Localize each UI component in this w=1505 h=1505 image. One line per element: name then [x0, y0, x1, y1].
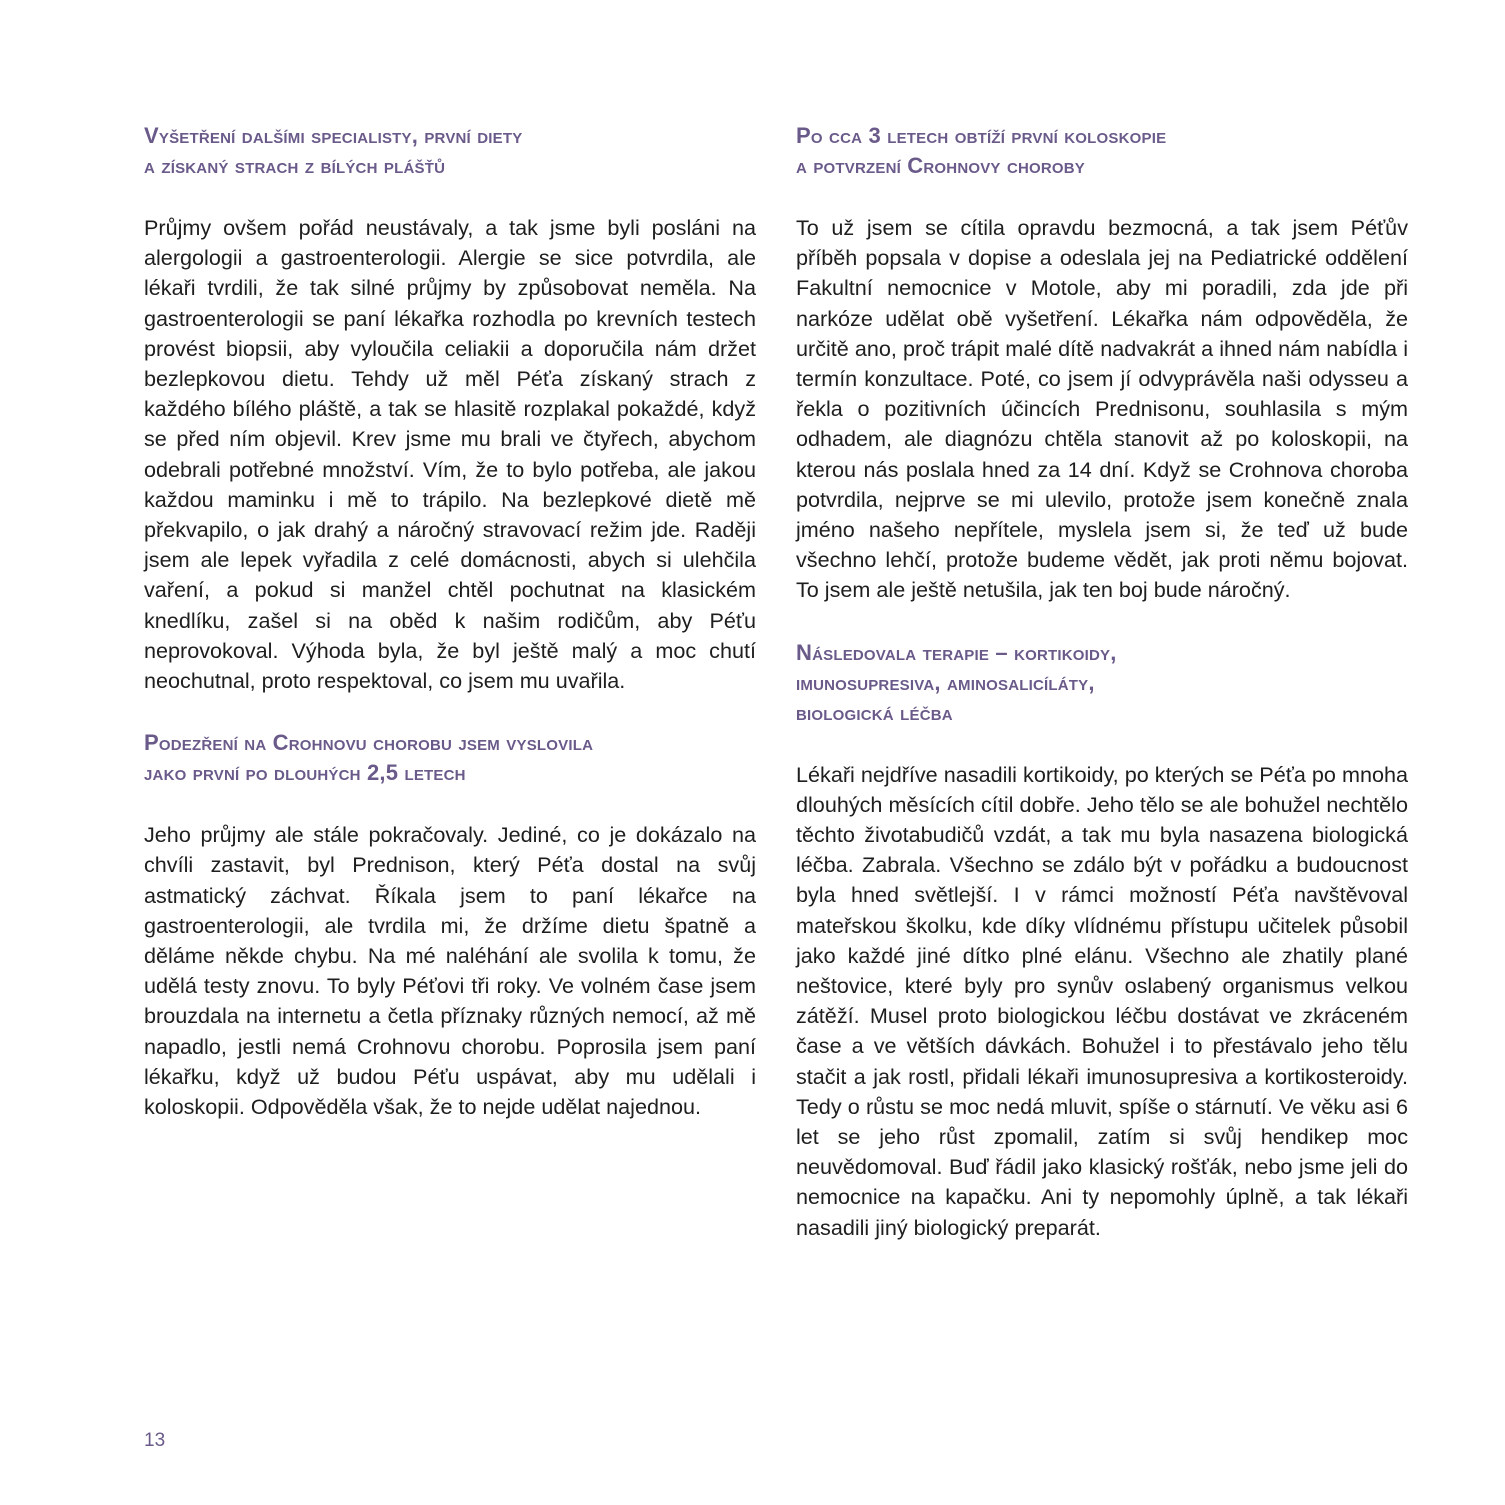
- heading-line: Následovala terapie – kortikoidy,: [796, 639, 1117, 665]
- paragraph-therapy: Lékaři nejdříve nasadili kortikoidy, po kterých se Péťa po mnoha dlouhých měsících cítil dobře. Jeho tělo se ale bohužel nechtělo těchto životabudičů vzdát, a tak mu byla nasazena biologická léčba. Zabrala. Všechno se zdálo být v pořádku a budoucnost byla hned světlejší. I v rámci možností Péťa navštěvoval mateřskou školku, kde díky vlídnému přístupu učitelek působil jako každé jiné dítko plné elánu. Všechno ale zhatily plané neštovice, které byly pro synův oslabený organismus velkou zátěží. Musel proto biologickou léčbu dostávat ve zkráceném čase a ve větších dávkách. Bohužel i to přestávalo jeho tělu stačit a jak rostl, přidali lékaři imunosupresiva a kortikosteroidy. Tedy o růstu se moc nedá mluvit, spíše o stárnutí. Ve věku asi 6 let se jeho růst zpomalil, zatím si svůj hendikep moc neuvědomoval. Buď řádil jako klasický rošťák, nebo jsme jeli do nemocnice na kapačku. Ani ty nepomohly úplně, a tak lékaři nasadili jiný biologický preparát.: [796, 761, 1408, 1240]
- right-column: [796, 121, 1408, 1243]
- heading-line: biologická léčba: [796, 699, 953, 725]
- section-heading-crohn-suspicion: [144, 728, 756, 788]
- heading-line: Po cca 3 letech obtíží první koloskopie: [796, 123, 1167, 148]
- heading-line: imunosupresiva, aminosalicíláty,: [796, 669, 1095, 695]
- left-column: [144, 121, 756, 1122]
- section-heading-therapy: [796, 638, 1408, 728]
- heading-line: Podezření na Crohnovu chorobu jsem vyslovila: [144, 730, 594, 756]
- heading-line: a získaný strach z bílých plášťů: [144, 153, 446, 178]
- section-heading-specialists: [144, 121, 756, 181]
- spacer: [144, 696, 756, 728]
- heading-line: a potvrzení Crohnovy choroby: [796, 153, 1086, 178]
- paragraph-specialists: Průjmy ovšem pořád neustávaly, a tak jsme byli posláni na alergologii a gastroenterologii. Alergie se sice potvrdila, ale lékaři tvrdili, že tak silné průjmy by způsobovat neměla. Na gastroenterologii se paní lékařka rozhodla po krevních testech provést biopsii, aby vyloučila celiakii a doporučila nám držet bezlepkovou dietu. Tehdy už měl Péťa získaný strach z každého bílého pláště, a tak se hlasitě rozplakal pokaždé, když se před ním objevil. Krev jsme mu brali ve čtyřech, abychom odebrali potřebné množství. Vím, že to bylo potřeba, ale jakou každou maminku i mě to trápilo. Na bezlepkové dietě mě překvapilo, o jak drahý a náročný stravovací režim jde. Raději jsem ale lepek vyřadila z celé domácnosti, abych si ulehčila vaření, a pokud si manžel chtěl pochutnat na klasickém knedlíku, zašel si na oběd k našim rodičům, aby Péťu neprovokoval. Výhoda byla, že byl ještě malý a moc chutí neochutnal, proto respektoval, co jsem mu uvařila.: [144, 215, 756, 694]
- paragraph-colonoscopy: To už jsem se cítila opravdu bezmocná, a tak jsem Péťův příběh popsala v dopise a odeslala jej na Pediatrické oddělení Fakultní nemocnice v Motole, aby mi poradili, zda jde při narkóze udělat obě vyšetření. Lékařka nám odpověděla, že určitě ano, proč trápit malé dítě nadvakrát a ihned nám nabídla i termín konzultace. Poté, co jsem jí odvyprávěla naši odysseu a řekla o pozitivních účincích Prednisonu, souhlasila s mým odhadem, ale diagnózu chtěla stanovit až po koloskopii, na kterou nás poslala hned za 14 dní. Když se Crohnova choroba potvrdila, nejprve se mi ulevilo, protože jsem konečně znala jméno našeho nepřítele, myslela jsem si, že teď už bude všechno lehčí, protože budeme vědět, jak proti němu bojovat. To jsem ale ještě netušila, jak ten boj bude náročný.: [796, 215, 1408, 603]
- section-heading-colonoscopy: [796, 121, 1408, 181]
- paragraph-crohn-suspicion: Jeho průjmy ale stále pokračovaly. Jediné, co je dokázalo na chvíli zastavit, byl Prednison, který Péťa dostal na svůj astmatický záchvat. Říkala jsem to paní lékařce na gastroenterologii, ale tvrdila mi, že držíme dietu špatně a děláme někde chybu. Na mé naléhání ale svolila k tomu, že udělá testy znovu. To byly Péťovi tři roky. Ve volném čase jsem brouzdala na internetu a četla příznaky různých nemocí, až mě napadlo, jestli nemá Crohnovu chorobu. Poprosila jsem paní lékařku, když už budou Péťu uspávat, aby mu udělali i koloskopii. Odpověděla však, že to nejde udělat najednou.: [144, 822, 756, 1120]
- spacer: [796, 606, 1408, 638]
- spacer: [144, 181, 756, 213]
- page-number: 13: [144, 1430, 166, 1451]
- spacer: [796, 181, 1408, 213]
- heading-line: jako první po dlouhých 2,5 letech: [144, 760, 466, 786]
- heading-line: Vyšetření dalšími specialisty, první diety: [144, 123, 523, 148]
- spacer: [796, 728, 1408, 760]
- spacer: [144, 788, 756, 820]
